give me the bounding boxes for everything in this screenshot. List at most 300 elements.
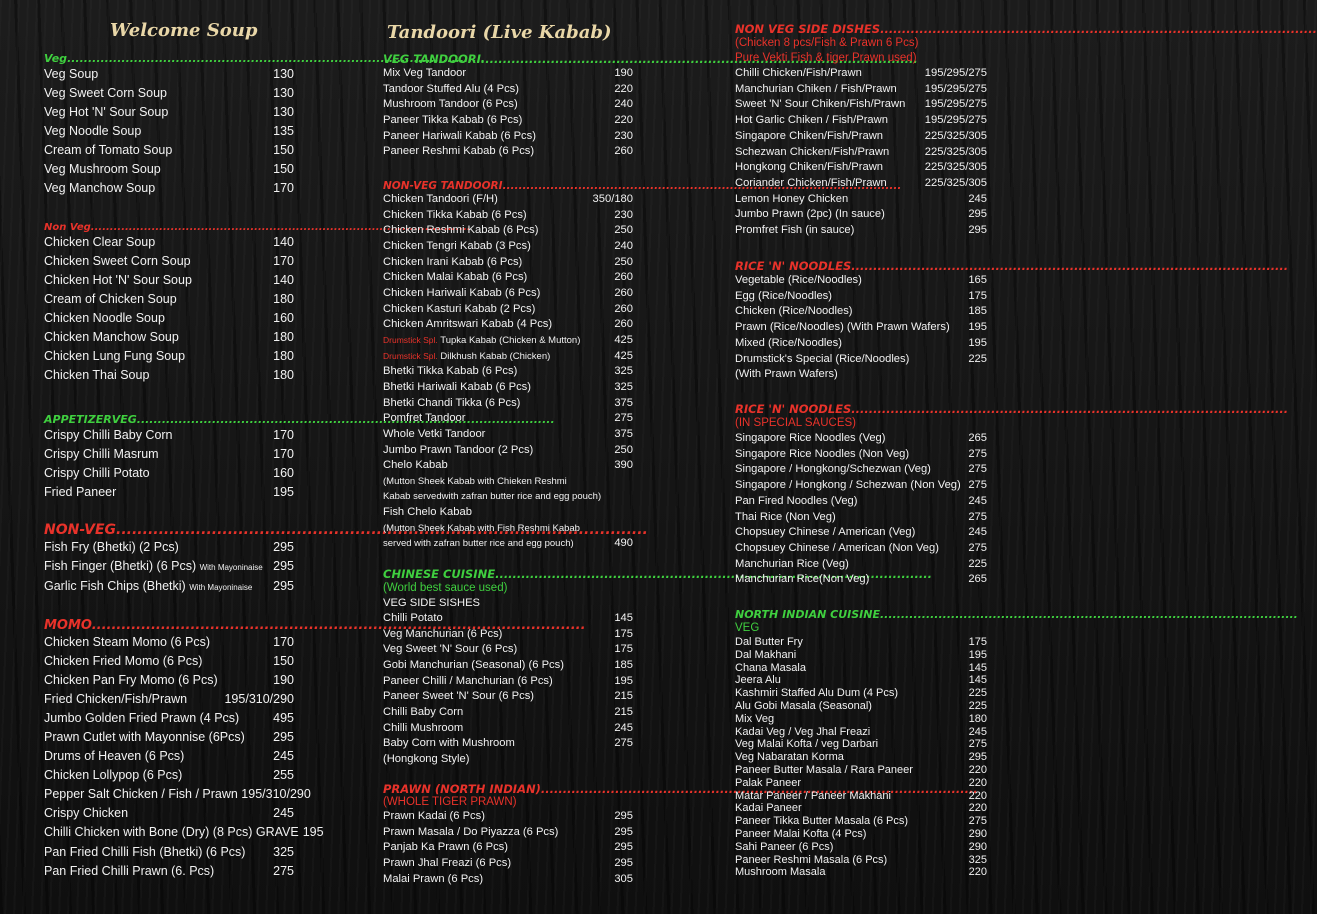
chelo-kabab-note: (Mutton Sheek Kabab with Chieken Reshmi [383,475,567,487]
menu-list [383,611,633,768]
menu-list [735,66,987,239]
section-north-indian [735,608,987,879]
item-name [383,129,536,145]
section-heading: NON VEG SIDE DISHES ..... [735,22,987,36]
menu-item [383,396,633,412]
item-price: 130 [273,105,294,120]
item-name [735,525,915,541]
item-label: Crispy Chilli Baby Corn [44,428,173,442]
item-label: Chicken Hariwali Kabab (6 Pcs) [383,286,541,299]
item-label: Tandoor Stuffed Alu (4 Pcs) [383,82,519,95]
item-label: Hongkong Chiken/Fish/Prawn [735,161,883,174]
item-price: 260 [614,271,633,284]
item-label: Pomfret Tandoor [383,412,466,425]
section-nonveg-soup [44,222,294,385]
item-name [383,705,463,721]
item-price: 255 [273,768,294,783]
item-price: 275 [968,738,987,751]
item-name [383,255,522,271]
item-price: 390 [614,459,633,472]
item-name [383,113,522,129]
item-label: Chicken Hot 'N' Sour Soup [44,273,192,288]
item-label: Singapore Chiken/Fish/Prawn [735,129,883,142]
item-name [383,302,535,318]
item-name [44,785,311,804]
menu-item [735,636,987,649]
menu-item [383,458,633,474]
item-name [735,854,887,867]
item-price: 140 [273,235,294,249]
item-price: 425 [614,333,633,346]
item-name [735,802,802,815]
item-label: Veg Malai Kofta / veg Darbari [735,738,879,751]
section-subheading: (Chicken 8 pcs/Fish & Prawn 6 Pcs) [735,37,919,49]
menu-item [735,113,987,129]
item-name [44,426,173,445]
item-label: Lemon Honey Chicken [735,192,849,205]
section-heading: NORTH INDIAN CUISINE ..... [735,608,987,621]
menu-item [735,854,987,867]
item-label: Chicken Sweet Corn Soup [44,254,191,269]
item-price: 150 [273,162,294,177]
menu-item [44,804,294,823]
item-price: 195 [273,485,294,500]
item-label: Veg Soup [44,67,99,81]
item-price: 325 [968,853,987,866]
item-name [735,841,833,854]
item-label: Drumstick's Special (Rice/Noodles) [735,352,910,365]
item-name [735,790,891,803]
menu-item [735,145,987,161]
item-name [735,223,854,239]
item-label: Mix Veg Tandoor [383,67,467,79]
menu-item [44,823,324,842]
item-price: 185 [614,658,633,671]
item-label: Whole Vetki Tandoor [383,427,486,440]
item-price: 295 [968,224,987,237]
item-name [383,611,443,627]
item-price: 220 [614,82,633,95]
menu-item [735,462,987,478]
item-name [44,483,116,502]
item-label: Kadai Veg / Veg Jhal Freazi [735,725,871,738]
item-name [383,736,515,752]
menu-item [44,671,294,690]
menu-item [735,841,987,854]
item-price: 195 [968,336,987,349]
item-label: Baby Corn with Mushroom [383,737,515,750]
item-price: 225 [968,352,987,365]
item-price: 245 [968,526,987,539]
menu-item [44,633,294,652]
item-price: 220 [968,789,987,802]
item-name [44,690,187,709]
menu-item [383,144,633,160]
item-label: Prawn Jhal Freazi (6 Pcs) [383,856,512,869]
item-label: Chopsuey Chinese / American (Veg) [735,526,916,539]
section-nonveg-tandoori [383,180,633,552]
item-name [44,843,245,862]
item-price: 215 [614,690,633,703]
item-name [44,823,299,842]
item-label: Chicken Pan Fry Momo (6 Pcs) [44,673,218,688]
item-price: 185 [968,305,987,318]
item-price: 215 [614,705,633,718]
item-price: 490 [614,537,633,550]
item-price: 295 [968,208,987,221]
menu-item [735,738,987,751]
item-label: Chana Masala [735,661,806,674]
item-name [735,192,848,208]
menu-item [383,689,633,705]
item-name [383,809,485,825]
item-name [383,82,519,98]
menu-item [735,223,987,239]
item-name [44,252,191,271]
menu-list [735,273,987,383]
item-label: Dal Butter Fry [735,636,803,648]
item-price: 145 [968,661,987,674]
item-price: 160 [273,311,294,326]
item-label: Hot Garlic Chiken / Fish/Prawn [735,114,888,127]
item-label: Cream of Tomato Soup [44,143,173,158]
item-label: Veg Sweet 'N' Sour (6 Pcs) [383,643,518,656]
item-price: 275 [968,447,987,460]
item-label: Veg Hot 'N' Sour Soup [44,105,169,120]
menu-item [735,494,987,510]
item-name [383,239,531,255]
item-name [44,652,202,671]
item-name [44,728,245,747]
menu-item [735,713,987,726]
item-price: 180 [968,712,987,725]
item-price: 170 [273,428,294,442]
item-price: 130 [273,67,294,81]
item-label: Singapore Rice Noodles (Veg) [735,432,886,444]
item-price: 165 [968,274,987,286]
menu-item [44,366,294,385]
item-label: Paneer Butter Masala / Rara Paneer [735,763,913,776]
item-price: 260 [614,145,633,158]
menu-item [735,352,987,368]
menu-item [44,309,294,328]
menu-item [383,611,633,627]
item-name [383,674,553,690]
item-label: Panjab Ka Prawn (6 Pcs) [383,841,508,854]
item-label: Crispy Chilli Masrum [44,447,159,462]
item-label: Thai Rice (Non Veg) [735,510,836,523]
menu-item [44,141,294,160]
item-price: 295 [273,730,294,745]
item-price: 265 [968,573,987,586]
item-name [383,349,550,365]
menu-item [735,828,987,841]
item-price: 175 [968,289,987,302]
section-momo [44,618,324,881]
item-price: 230 [614,129,633,142]
item-name [735,367,838,383]
item-price: 225/325/305 [924,145,987,158]
item-price: 195 [614,674,633,687]
menu-item [383,872,633,888]
item-price: 375 [614,396,633,409]
item-name [44,233,155,252]
item-label: Garlic Fish Chips (Bhetki) [44,579,190,594]
menu-list [735,636,987,879]
item-name [44,103,168,122]
menu-item [44,652,294,671]
item-price: 260 [614,318,633,331]
menu-item [735,541,987,557]
item-price: 305 [614,872,633,885]
item-price: 175 [968,636,987,648]
menu-item [383,113,633,129]
item-label: Singapore / Hongkong / Schezwan (Non Veg) [735,479,961,492]
item-name [735,447,909,463]
item-name [383,840,508,856]
item-label: Jumbo Prawn Tandoor (2 Pcs) [383,443,534,456]
item-price: 225/325/305 [924,176,987,189]
item-price: 240 [614,239,633,252]
item-price: 195/295/275 [924,114,987,127]
item-label: Mix Veg [735,712,775,725]
menu-item [735,478,987,494]
item-label: Mushroom Tandoor (6 Pcs) [383,98,518,111]
item-label: Mushroom Masala [735,866,826,879]
item-label: Sweet 'N' Sour Chiken/Fish/Prawn [735,98,906,111]
item-price: 295 [614,841,633,854]
item-name [383,286,540,302]
item-label: Matar Paneer / Paneer Makhani [735,789,891,802]
menu-item [383,840,633,856]
item-price: 190 [614,67,633,79]
item-label: Chicken Fried Momo (6 Pcs) [44,654,203,669]
menu-item [735,790,987,803]
item-label: Chopsuey Chinese / American (Non Veg) [735,541,939,554]
menu-item [735,431,987,447]
menu-list [44,633,324,881]
item-label: Kashmiri Staffed Alu Dum (4 Pcs) [735,687,899,700]
item-price: 160 [273,466,294,481]
menu-item [735,557,987,573]
menu-item [44,426,294,445]
item-label: Drums of Heaven (6 Pcs) [44,749,185,764]
item-name [735,129,883,145]
section-prawn-north-indian [383,782,633,887]
item-label: Cream of Chicken Soup [44,292,177,307]
item-label: Chicken Malai Kabab (6 Pcs) [383,271,528,284]
item-name [44,65,98,84]
menu-item [383,825,633,841]
item-price: 195 [968,648,987,661]
menu-item [383,705,633,721]
item-label: Chicken Irani Kabab (6 Pcs) [383,255,523,268]
item-name [383,364,517,380]
item-name [735,751,844,764]
item-name [735,700,872,713]
menu-item [735,572,987,588]
item-label: Chilli Baby Corn [383,705,464,718]
item-name [735,828,866,841]
item-price: 275 [968,815,987,828]
item-label: Chicken Lollypop (6 Pcs) [44,768,183,783]
item-name [383,658,564,674]
item-label: Chicken Reshmi Kabab (6 Pcs) [383,224,539,237]
item-label: Chicken Kasturi Kabab (2 Pcs) [383,302,536,315]
section-heading: MOMO ..... [44,618,294,633]
item-name [735,273,862,289]
item-label: Veg Mushroom Soup [44,162,161,177]
menu-item [735,176,987,192]
menu-item [44,577,294,597]
item-label: Jumbo Golden Fried Prawn (4 Pcs) [44,711,240,726]
menu-item [735,662,987,675]
menu-item: Fish Chelo Kabab [383,506,472,518]
section-heading: Veg ..... [44,52,294,65]
menu-item [383,129,633,145]
item-label: Prawn (Rice/Noodles) (With Prawn Wafers) [735,321,950,334]
menu-item [44,122,294,141]
item-prefix: Drumstick Spl. [383,350,438,361]
item-label: Crispy Chicken [44,806,129,821]
item-price: 295 [614,825,633,838]
menu-item [44,233,294,252]
menu-item [735,687,987,700]
section-subheading: VEG [735,622,760,634]
item-label: Chicken Noodle Soup [44,311,165,326]
item-prefix: Drumstick Spl. [383,334,438,345]
menu-item [44,464,294,483]
menu-item [44,347,294,366]
item-price: 195/295/275 [924,67,987,79]
item-name [44,671,218,690]
item-label: Manchurian Chiken / Fish/Prawn [735,82,897,95]
item-label: Mixed (Rice/Noodles) [735,336,842,349]
item-name [383,872,483,888]
menu-item [44,709,294,728]
item-price: 295 [273,559,294,574]
item-label: Tupka Kabab (Chicken & Mutton) [437,334,581,346]
item-label: Prawn Kadai (6 Pcs) [383,810,485,822]
item-label: Paneer Reshmi Masala (6 Pcs) [735,853,888,866]
menu-item [44,252,294,271]
item-label: Veg Manchow Soup [44,181,156,196]
item-price: 170 [273,254,294,269]
section-rice-noodles-special [735,402,987,588]
item-label: Fish Fry (Bhetki) (2 Pcs) [44,540,179,554]
item-name [383,411,466,427]
item-price: 250 [614,443,633,456]
section-heading: Non Veg ..... [44,222,294,233]
item-name [735,145,889,161]
item-price: 240 [614,98,633,111]
section-heading: RICE 'N' NOODLES ..... [735,402,987,416]
item-label: Chicken Tengri Kabab (3 Pcs) [383,239,531,252]
menu-item [735,700,987,713]
menu-item [383,658,633,674]
item-name [383,317,552,333]
item-name [44,179,155,198]
item-name [735,674,781,687]
item-name [44,804,128,823]
menu-item [735,82,987,98]
item-price: 195/295/275 [924,98,987,111]
item-price: 275 [614,412,633,425]
item-name [383,380,531,396]
item-name [383,427,485,443]
item-price: 145 [968,674,987,687]
item-label: Coriander Chicken/Fish/Prawn [735,176,887,189]
fish-chelo-note: served with zafran butter rice and egg pouch) 490 [383,536,633,552]
item-name [383,721,463,737]
item-price: 220 [968,763,987,776]
menu-list [44,538,294,597]
item-price: 350/180 [592,193,633,205]
menu-item [44,103,294,122]
item-name [383,270,527,286]
menu-item [383,736,633,752]
item-price: 170 [273,635,294,649]
item-name [383,208,527,224]
item-name [383,627,502,643]
item-name [735,304,853,320]
item-name [44,862,214,881]
menu-item [735,447,987,463]
item-name [735,738,878,751]
item-price: 195/310/290 [224,692,294,707]
item-name [735,764,913,777]
item-name [44,557,263,577]
item-price: 325 [614,365,633,378]
menu-item [735,273,987,289]
menu-item [44,290,294,309]
item-price: 170 [273,447,294,462]
item-label: (Hongkong Style) [383,752,470,765]
item-price: 295 [614,810,633,822]
menu-item [383,642,633,658]
item-label: Crispy Chilli Potato [44,466,150,481]
item-name [735,636,803,649]
item-name [44,84,167,103]
item-label: Pan Fired Noodles (Veg) [735,494,858,507]
item-price: 325 [273,844,294,859]
item-note: With Mayoninaise [189,583,253,593]
menu-item [735,751,987,764]
menu-item [44,328,294,347]
section-subheading: VEG SIDE SISHES [383,597,480,609]
menu-item [383,82,633,98]
menu-item [383,856,633,872]
menu-item [383,223,633,239]
item-price: 265 [968,432,987,444]
item-label: Alu Gobi Masala (Seasonal) [735,699,872,712]
menu-item [383,66,633,82]
section-heading: RICE 'N' NOODLES ..... [735,259,987,273]
item-label: Paneer Chilli / Manchurian (6 Pcs) [383,674,553,687]
item-price: 225/325/305 [924,161,987,174]
item-price: 145 [614,612,633,624]
menu-list [44,426,294,502]
item-price: 220 [968,802,987,815]
menu-item [383,443,633,459]
item-name [383,689,534,705]
item-name [44,538,179,557]
item-label: Chicken (Rice/Noodles) [735,305,853,318]
menu-item [383,721,633,737]
item-label: Chilli Potato [383,612,443,624]
section-veg-tandoori [383,52,633,160]
menu-item [44,160,294,179]
